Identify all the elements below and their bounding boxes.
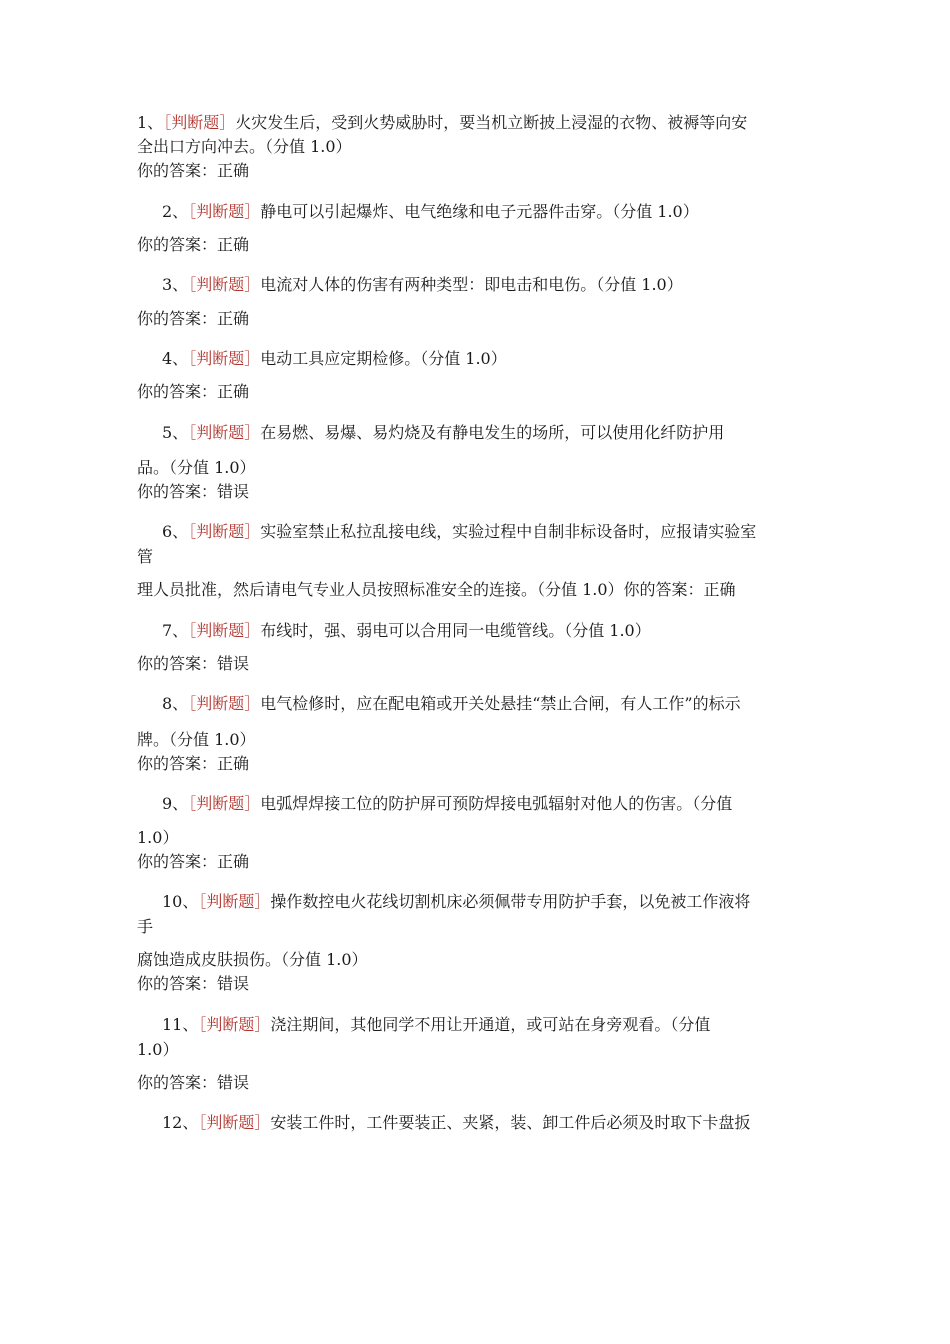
question-type-tag: ［判断题］ [198,1015,271,1034]
question-type-tag: ［判断题］ [188,423,261,442]
question-number: 10、 [162,892,199,911]
question-number: 4、 [162,349,189,368]
question-3 [162,273,683,297]
question-text: 火灾发生后，受到火势威胁时，要当机立断披上浸湿的衣物、被褥等向安 [235,113,748,132]
question-text-continued: 腐蚀造成皮肤损伤。（分值 1.0） [137,950,368,969]
answer-line: 你的答案：错误 [137,974,250,993]
question-text: 电动工具应定期检修。（分值 1.0） [260,349,507,368]
question-type-tag: ［判断题］ [188,694,261,713]
question-11 [162,1013,710,1037]
question-number: 8、 [162,694,189,713]
question-9 [162,792,732,816]
question-text: 安装工件时，工件要装正、夹紧，装、卸工件后必须及时取下卡盘扳 [270,1113,751,1132]
question-2 [162,200,699,224]
question-text-continued: 理人员批准，然后请电气专业人员按照标准安全的连接。（分值 1.0）你的答案：正确 [137,580,736,599]
question-7 [162,619,651,643]
question-text: 电流对人体的伤害有两种类型：即电击和电伤。（分值 1.0） [260,275,683,294]
question-number: 3、 [162,275,189,294]
answer-line: 你的答案：正确 [137,309,250,328]
question-number: 9、 [162,794,189,813]
question-6 [162,520,756,544]
answer-line: 你的答案：错误 [137,482,250,501]
question-text-continued: 1.0） [137,828,179,847]
answer-line: 你的答案：正确 [137,852,250,871]
question-text-continued: 品。（分值 1.0） [137,458,256,477]
question-type-tag: ［判断题］ [188,275,261,294]
question-number: 2、 [162,202,189,221]
question-text: 在易燃、易爆、易灼烧及有静电发生的场所，可以使用化纤防护用 [260,423,725,442]
question-text: 电弧焊焊接工位的防护屏可预防焊接电弧辐射对他人的伤害。（分值 [260,794,733,813]
question-8 [162,692,741,716]
answer-line: 你的答案：正确 [137,754,250,773]
question-text-continued: 全出口方向冲去。（分值 1.0） [137,137,352,156]
question-text-continued: 1.0） [137,1040,179,1059]
question-text: 实验室禁止私拉乱接电线，实验过程中自制非标设备时，应报请实验室 [260,522,757,541]
question-5 [162,421,724,445]
question-text-continued: 管 [137,547,154,566]
answer-line: 你的答案：错误 [137,654,250,673]
question-1 [137,111,747,135]
question-number: 12、 [162,1113,199,1132]
question-number: 7、 [162,621,189,640]
question-number: 6、 [162,522,189,541]
question-type-tag: ［判断题］ [163,113,236,132]
question-number: 11、 [162,1015,199,1034]
question-12 [162,1111,750,1135]
question-type-tag: ［判断题］ [198,1113,271,1132]
question-number: 1、 [137,113,164,132]
question-text: 操作数控电火花线切割机床必须佩带专用防护手套，以免被工作液将 [270,892,751,911]
question-text: 浇注期间，其他同学不用让开通道，或可站在身旁观看。（分值 [270,1015,711,1034]
question-4 [162,347,507,371]
question-text: 静电可以引起爆炸、电气绝缘和电子元器件击穿。（分值 1.0） [260,202,699,221]
answer-line: 你的答案：正确 [137,161,250,180]
question-text: 电气检修时，应在配电箱或开关处悬挂“禁止合闸，有人工作”的标示 [260,694,741,713]
question-text-continued: 牌。（分值 1.0） [137,730,256,749]
answer-line: 你的答案：错误 [137,1073,250,1092]
question-text: 布线时，强、弱电可以合用同一电缆管线。（分值 1.0） [260,621,651,640]
question-type-tag: ［判断题］ [188,202,261,221]
question-type-tag: ［判断题］ [188,621,261,640]
question-text-continued: 手 [137,917,154,936]
question-number: 5、 [162,423,189,442]
question-type-tag: ［判断题］ [188,349,261,368]
answer-line: 你的答案：正确 [137,235,250,254]
question-type-tag: ［判断题］ [198,892,271,911]
question-type-tag: ［判断题］ [188,794,261,813]
question-10 [162,890,750,914]
answer-line: 你的答案：正确 [137,382,250,401]
question-type-tag: ［判断题］ [188,522,261,541]
